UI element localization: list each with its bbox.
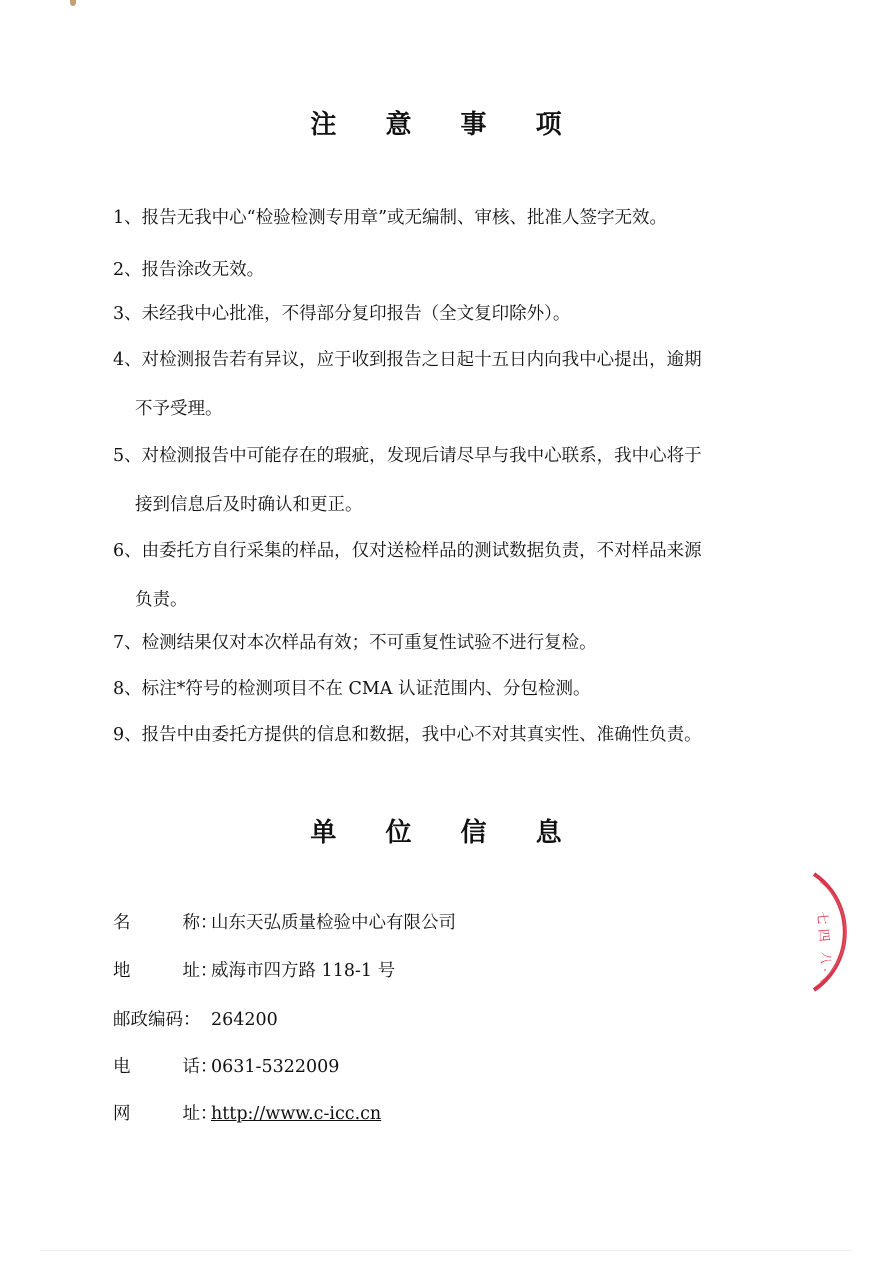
info-label: 名 称：: [113, 913, 218, 933]
item-number: 4、: [113, 350, 142, 370]
page-edge-line: [40, 1250, 852, 1251]
notice-item-4: [113, 348, 803, 421]
info-label: 网 址：: [113, 1104, 218, 1124]
item-text: 检测结果仅对本次样品有效；不可重复性试验不进行复检。: [141, 633, 597, 653]
item-text: 标注*符号的检测项目不在 CMA 认证范围内、分包检测。: [141, 679, 591, 699]
item-continuation: 不予受理。: [135, 399, 223, 419]
info-row-phone: [113, 1055, 713, 1079]
item-number: 5、: [113, 446, 142, 466]
info-row-website: [113, 1102, 713, 1126]
notice-item-6: [113, 539, 803, 612]
notice-title: 注 意 事 项: [310, 110, 582, 140]
info-row-address: [113, 959, 713, 983]
unit-info-title: 单 位 信 息: [310, 818, 582, 848]
item-number: 1、: [113, 208, 142, 228]
item-text: 报告中由委托方提供的信息和数据，我中心不对其真实性、准确性负责。: [141, 725, 702, 745]
item-text: 由委托方自行采集的样品，仅对送检样品的测试数据负责，不对样品来源: [141, 541, 702, 561]
info-row-postcode: [113, 1008, 713, 1032]
company-name: 山东天弘质量检验中心有限公司: [211, 913, 456, 933]
info-label: 邮政编码：: [113, 1010, 201, 1030]
item-text: 对检测报告中可能存在的瑕疵，发现后请尽早与我中心联系，我中心将于: [141, 446, 702, 466]
notice-item-7: [113, 631, 803, 655]
item-text: 未经我中心批准，不得部分复印报告（全文复印除外）。: [141, 304, 571, 324]
item-continuation: 负责。: [135, 590, 188, 610]
info-row-name: [113, 911, 713, 935]
notice-item-3: [113, 302, 803, 326]
website-link[interactable]: http://www.c-icc.cn: [211, 1104, 382, 1124]
item-number: 7、: [113, 633, 142, 653]
notice-item-1: [113, 206, 803, 230]
scan-mark: [70, 0, 76, 6]
item-number: 8、: [113, 679, 142, 699]
svg-text:七 四: 七 四: [813, 911, 832, 943]
item-text: 报告无我中心“检验检测专用章”或无编制、审核、批准人签字无效。: [141, 208, 668, 228]
notice-item-8: [113, 677, 803, 701]
notice-item-5: [113, 444, 803, 517]
seal-stamp: [808, 872, 848, 992]
company-address: 威海市四方路 118-1 号: [211, 961, 396, 981]
info-label: 电 话：: [113, 1057, 218, 1077]
notice-item-2: [113, 258, 803, 282]
info-label: 地 址：: [113, 961, 218, 981]
postcode-value: 264200: [211, 1010, 278, 1030]
item-text: 对检测报告若有异议，应于收到报告之日起十五日内向我中心提出，逾期: [141, 350, 702, 370]
item-number: 9、: [113, 725, 142, 745]
notice-item-9: [113, 723, 803, 747]
phone-value: 0631-5322009: [211, 1057, 340, 1077]
item-number: 2、: [113, 260, 142, 280]
svg-text:八 ·: 八 ·: [817, 951, 834, 973]
item-number: 6、: [113, 541, 142, 561]
item-continuation: 接到信息后及时确认和更正。: [135, 495, 363, 515]
item-text: 报告涂改无效。: [141, 260, 265, 280]
item-number: 3、: [113, 304, 142, 324]
